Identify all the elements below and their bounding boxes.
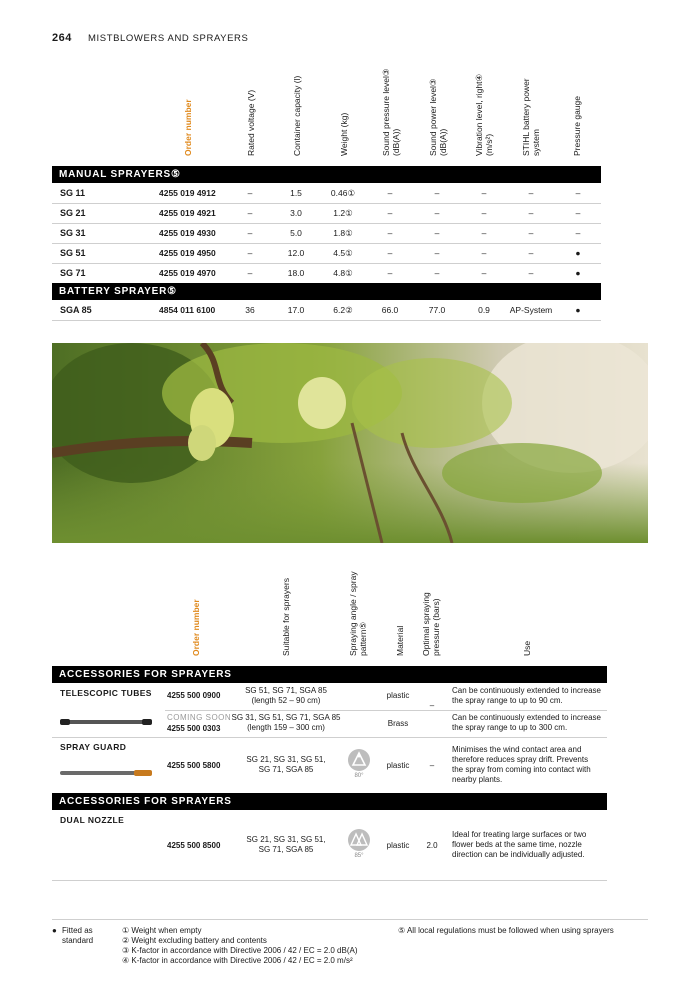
cell-capacity: 1.5 xyxy=(290,188,302,198)
cell-stihl: – xyxy=(528,248,534,258)
section-title: MISTBLOWERS AND SPRAYERS xyxy=(88,33,249,44)
material-0303: Brass xyxy=(387,719,409,728)
col2-use: Use xyxy=(522,640,532,656)
table-row xyxy=(52,203,601,224)
col-weight: Weight (kg) xyxy=(339,112,349,156)
divider xyxy=(165,710,607,711)
col-container-capacity: Container capacity (l) xyxy=(292,75,302,156)
cell-gauge: ● xyxy=(575,305,581,315)
cell-vib: – xyxy=(481,268,487,278)
model-name: SG 21 xyxy=(60,208,86,218)
cell-voltage: – xyxy=(247,188,253,198)
grape-vine-photo xyxy=(52,343,648,543)
cell-gauge: – xyxy=(575,208,581,218)
cell-capacity: 17.0 xyxy=(287,305,305,315)
cell-weight: 0.46① xyxy=(330,188,356,198)
col-order-number: Order number xyxy=(183,99,193,156)
cell-swl: – xyxy=(434,188,440,198)
cell-stihl: AP-System xyxy=(509,305,553,315)
model-name: SG 31 xyxy=(60,228,86,238)
cell-stihl: – xyxy=(528,188,534,198)
col-sound-power: Sound power level③ (dB(A)) xyxy=(428,78,448,156)
cell-voltage: – xyxy=(247,248,253,258)
order-number: 4255 019 4950 xyxy=(159,248,216,258)
material-0900: plastic xyxy=(386,691,410,700)
use-5800: Minimises the wind contact area and therefore reduces spray drift. Prevents the spray from coming into contact with nearby plants. xyxy=(452,745,591,784)
angle-80: 80° xyxy=(354,773,364,779)
cell-swl: – xyxy=(434,248,440,258)
suitable-5800: SG 21, SG 31, SG 51, SG 71, SGA 85 xyxy=(246,755,326,774)
cell-weight: 4.8① xyxy=(333,268,353,278)
cell-spl: – xyxy=(387,228,393,238)
pressure-0900: – xyxy=(429,701,435,710)
material-8500: plastic xyxy=(386,841,410,850)
cell-gauge: – xyxy=(575,228,581,238)
cell-capacity: 18.0 xyxy=(287,268,305,278)
cell-voltage: – xyxy=(247,208,253,218)
model-name: SGA 85 xyxy=(60,305,92,315)
col-rated-voltage: Rated voltage (V) xyxy=(246,89,256,156)
footer-rule xyxy=(52,919,648,920)
model-name: SG 51 xyxy=(60,248,86,258)
table-row xyxy=(52,263,601,284)
cell-spl: – xyxy=(387,268,393,278)
manual-sprayers-bar: MANUAL SPRAYERS⑤ xyxy=(52,166,601,183)
cell-gauge: – xyxy=(575,188,581,198)
cell-gauge: ● xyxy=(575,248,581,258)
page-number: 264 xyxy=(52,32,72,44)
model-name: SG 11 xyxy=(60,188,86,198)
cell-stihl: – xyxy=(528,268,534,278)
table-row xyxy=(52,223,601,244)
use-0900: Can be continuously extended to increase the spray range to up to 90 cm. xyxy=(452,686,601,705)
material-5800: plastic xyxy=(386,761,410,770)
telescopic-title: TELESCOPIC TUBES xyxy=(60,688,152,698)
cell-capacity: 3.0 xyxy=(290,208,302,218)
spray-guard-title: SPRAY GUARD xyxy=(60,742,127,752)
cell-spl: 66.0 xyxy=(381,305,399,315)
cell-voltage: – xyxy=(247,268,253,278)
spray-guard-image xyxy=(60,763,152,769)
col2-order-number: Order number xyxy=(191,599,201,656)
order-0900: 4255 500 0900 xyxy=(167,691,221,700)
cell-vib: – xyxy=(481,188,487,198)
cell-gauge: ● xyxy=(575,268,581,278)
telescopic-tube-image xyxy=(60,712,152,718)
col2-material: Material xyxy=(395,625,405,656)
use-8500: Ideal for treating large surfaces or two flower beds at the same time, nozzle direction can be individually adjusted. xyxy=(452,830,587,859)
coming-soon-label: COMING SOON xyxy=(167,713,232,722)
table-row xyxy=(52,183,601,204)
order-number: 4255 019 4930 xyxy=(159,228,216,238)
suitable-0303: SG 31, SG 51, SG 71, SGA 85 (length 159 – 300 cm) xyxy=(231,713,341,732)
battery-sprayer-bar: BATTERY SPRAYER⑤ xyxy=(52,283,601,300)
legend-dot: ● xyxy=(52,926,57,935)
order-number: 4255 019 4970 xyxy=(159,268,216,278)
cell-spl: – xyxy=(387,208,393,218)
cell-stihl: – xyxy=(528,228,534,238)
col-pressure-gauge: Pressure gauge xyxy=(572,95,582,156)
table-row xyxy=(52,300,601,321)
dual-nozzle-title: DUAL NOZZLE xyxy=(60,815,125,825)
cell-spl: – xyxy=(387,248,393,258)
suitable-8500: SG 21, SG 31, SG 51, SG 71, SGA 85 xyxy=(246,835,326,854)
order-8500: 4255 500 8500 xyxy=(167,841,221,850)
table-row xyxy=(52,243,601,264)
suitable-0900: SG 51, SG 71, SGA 85 (length 52 – 90 cm) xyxy=(245,686,327,705)
cell-swl: 77.0 xyxy=(428,305,446,315)
cell-stihl: – xyxy=(528,208,534,218)
accessories-bar-2: ACCESSORIES FOR SPRAYERS xyxy=(52,793,607,810)
order-5800: 4255 500 5800 xyxy=(167,761,221,770)
col2-pressure: Optimal spraying pressure (bars) xyxy=(421,592,441,656)
divider xyxy=(52,737,607,738)
cell-spl: – xyxy=(387,188,393,198)
pressure-8500: 2.0 xyxy=(426,841,438,850)
order-number: 4255 019 4921 xyxy=(159,208,216,218)
model-name: SG 71 xyxy=(60,268,86,278)
order-0303: 4255 500 0303 xyxy=(167,724,221,733)
cell-swl: – xyxy=(434,208,440,218)
order-number: 4255 019 4912 xyxy=(159,188,216,198)
cell-vib: – xyxy=(481,208,487,218)
pressure-5800: – xyxy=(429,761,435,770)
footnotes: ① Weight when empty ② Weight excluding battery and contents ③ K-factor in accordance with Directive 2006 / 42 / EC = 2.0 dB(A) ④ K-factor in accordance with Directive 2006 / 42 / EC = 2.0 m/s² xyxy=(122,926,358,965)
spray-pattern-80-icon xyxy=(347,748,371,772)
cell-weight: 1.2① xyxy=(333,208,353,218)
legend-text: Fitted as standard xyxy=(62,926,94,945)
cell-swl: – xyxy=(434,228,440,238)
col2-angle: Spraying angle / spray pattern⑤ xyxy=(348,571,368,656)
cell-vib: – xyxy=(481,248,487,258)
spray-pattern-85-icon xyxy=(347,828,371,852)
cell-capacity: 12.0 xyxy=(287,248,305,258)
angle-85: 85° xyxy=(354,853,364,859)
use-0303: Can be continuously extended to increase the spray range to up to 300 cm. xyxy=(452,713,601,732)
accessories-bar-1: ACCESSORIES FOR SPRAYERS xyxy=(52,666,607,683)
col-sound-pressure: Sound pressure level③ (dB(A)) xyxy=(381,68,401,156)
cell-vib: – xyxy=(481,228,487,238)
cell-swl: – xyxy=(434,268,440,278)
footnote-5: ⑤ All local regulations must be followed when using sprayers xyxy=(398,926,614,935)
cell-vib: 0.9 xyxy=(478,305,490,315)
cell-capacity: 5.0 xyxy=(290,228,302,238)
cell-weight: 4.5① xyxy=(333,248,353,258)
order-number: 4854 011 6100 xyxy=(159,305,216,315)
divider xyxy=(52,880,607,881)
cell-voltage: – xyxy=(247,228,253,238)
col2-suitable: Suitable for sprayers xyxy=(281,578,291,656)
col-vibration: Vibration level, right④ (m/s²) xyxy=(474,73,494,156)
col-stihl-system: STIHL battery power system xyxy=(521,78,541,156)
cell-weight: 1.8① xyxy=(333,228,353,238)
cell-weight: 6.2② xyxy=(333,305,353,315)
cell-voltage: 36 xyxy=(245,305,255,315)
